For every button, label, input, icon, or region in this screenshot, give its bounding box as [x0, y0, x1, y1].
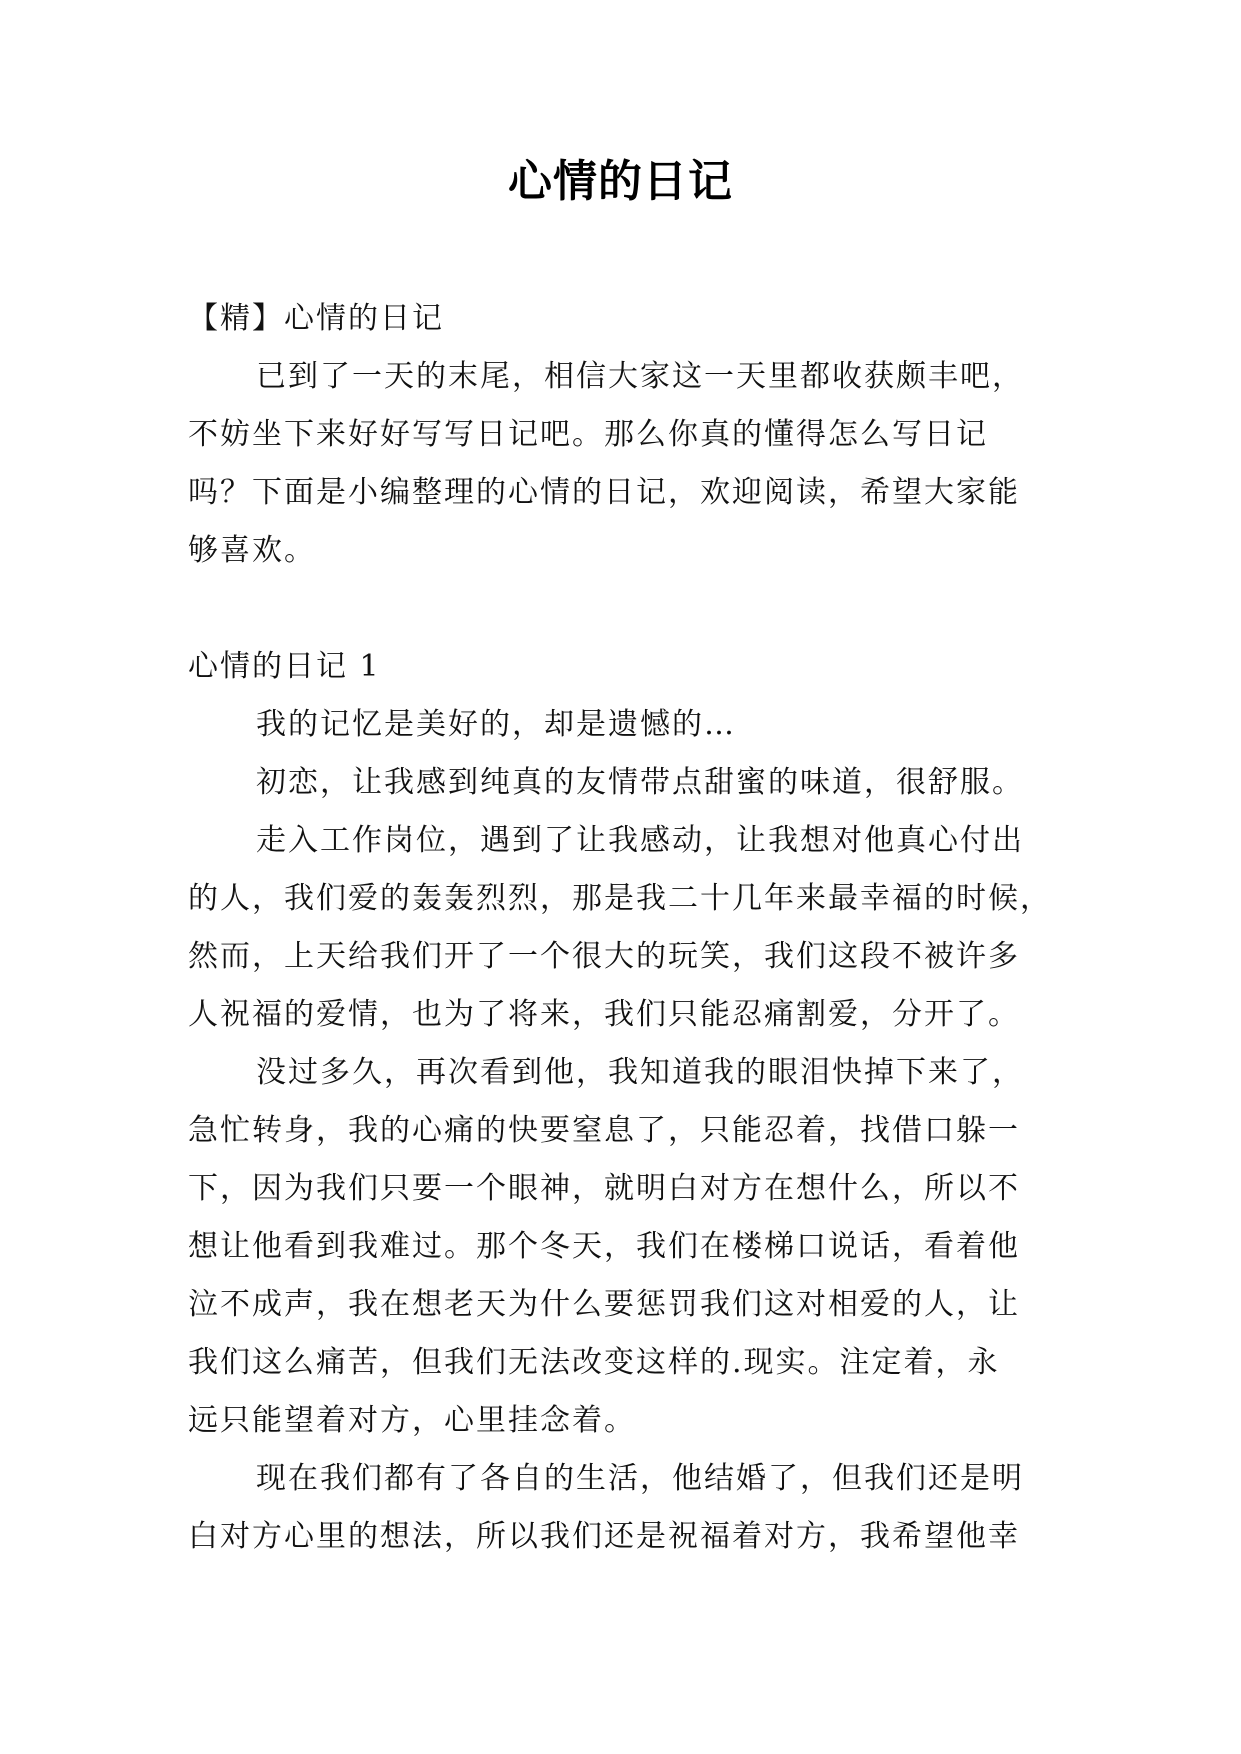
- text-line: 吗？下面是小编整理的心情的日记，欢迎阅读，希望大家能: [188, 475, 1020, 510]
- text-line: 已到了一天的末尾，相信大家这一天里都收获颇丰吧，: [256, 359, 1024, 394]
- text-line: 心情的日记 1: [188, 649, 381, 684]
- text-line: 泣不成声，我在想老天为什么要惩罚我们这对相爱的人，让: [188, 1287, 1020, 1322]
- text-line: 想让他看到我难过。那个冬天，我们在楼梯口说话，看着他: [188, 1229, 1020, 1264]
- document-body: [188, 290, 1068, 1566]
- text-line: 人祝福的爱情，也为了将来，我们只能忍痛割爱，分开了。: [188, 997, 1020, 1032]
- text-line: 够喜欢。: [188, 533, 316, 568]
- text-line: 白对方心里的想法，所以我们还是祝福着对方，我希望他幸: [188, 1519, 1020, 1554]
- text-line: 【精】心情的日记: [188, 301, 444, 336]
- text-line: 现在我们都有了各自的生活，他结婚了，但我们还是明: [256, 1461, 1024, 1496]
- text-line: 走入工作岗位，遇到了让我感动，让我想对他真心付出: [256, 823, 1024, 858]
- text-line: 我的记忆是美好的，却是遗憾的…: [256, 707, 736, 742]
- text-line: 不妨坐下来好好写写日记吧。那么你真的懂得怎么写日记: [188, 417, 988, 452]
- text-line: 的人，我们爱的轰轰烈烈，那是我二十几年来最幸福的时候，: [188, 881, 1052, 916]
- paragraph-gap: [188, 580, 1068, 638]
- text-line: 急忙转身，我的心痛的快要窒息了，只能忍着，找借口躲一: [188, 1113, 1020, 1148]
- text-line: 远只能望着对方，心里挂念着。: [188, 1403, 636, 1438]
- text-line: 初恋，让我感到纯真的友情带点甜蜜的味道，很舒服。: [256, 765, 1024, 800]
- text-line: 我们这么痛苦，但我们无法改变这样的.现实。注定着，永: [188, 1345, 1000, 1380]
- text-line: 然而，上天给我们开了一个很大的玩笑，我们这段不被许多: [188, 939, 1020, 974]
- document-title: 心情的日记: [508, 156, 733, 207]
- text-line: 下，因为我们只要一个眼神，就明白对方在想什么，所以不: [188, 1171, 1020, 1206]
- text-line: 没过多久，再次看到他，我知道我的眼泪快掉下来了，: [256, 1055, 1024, 1090]
